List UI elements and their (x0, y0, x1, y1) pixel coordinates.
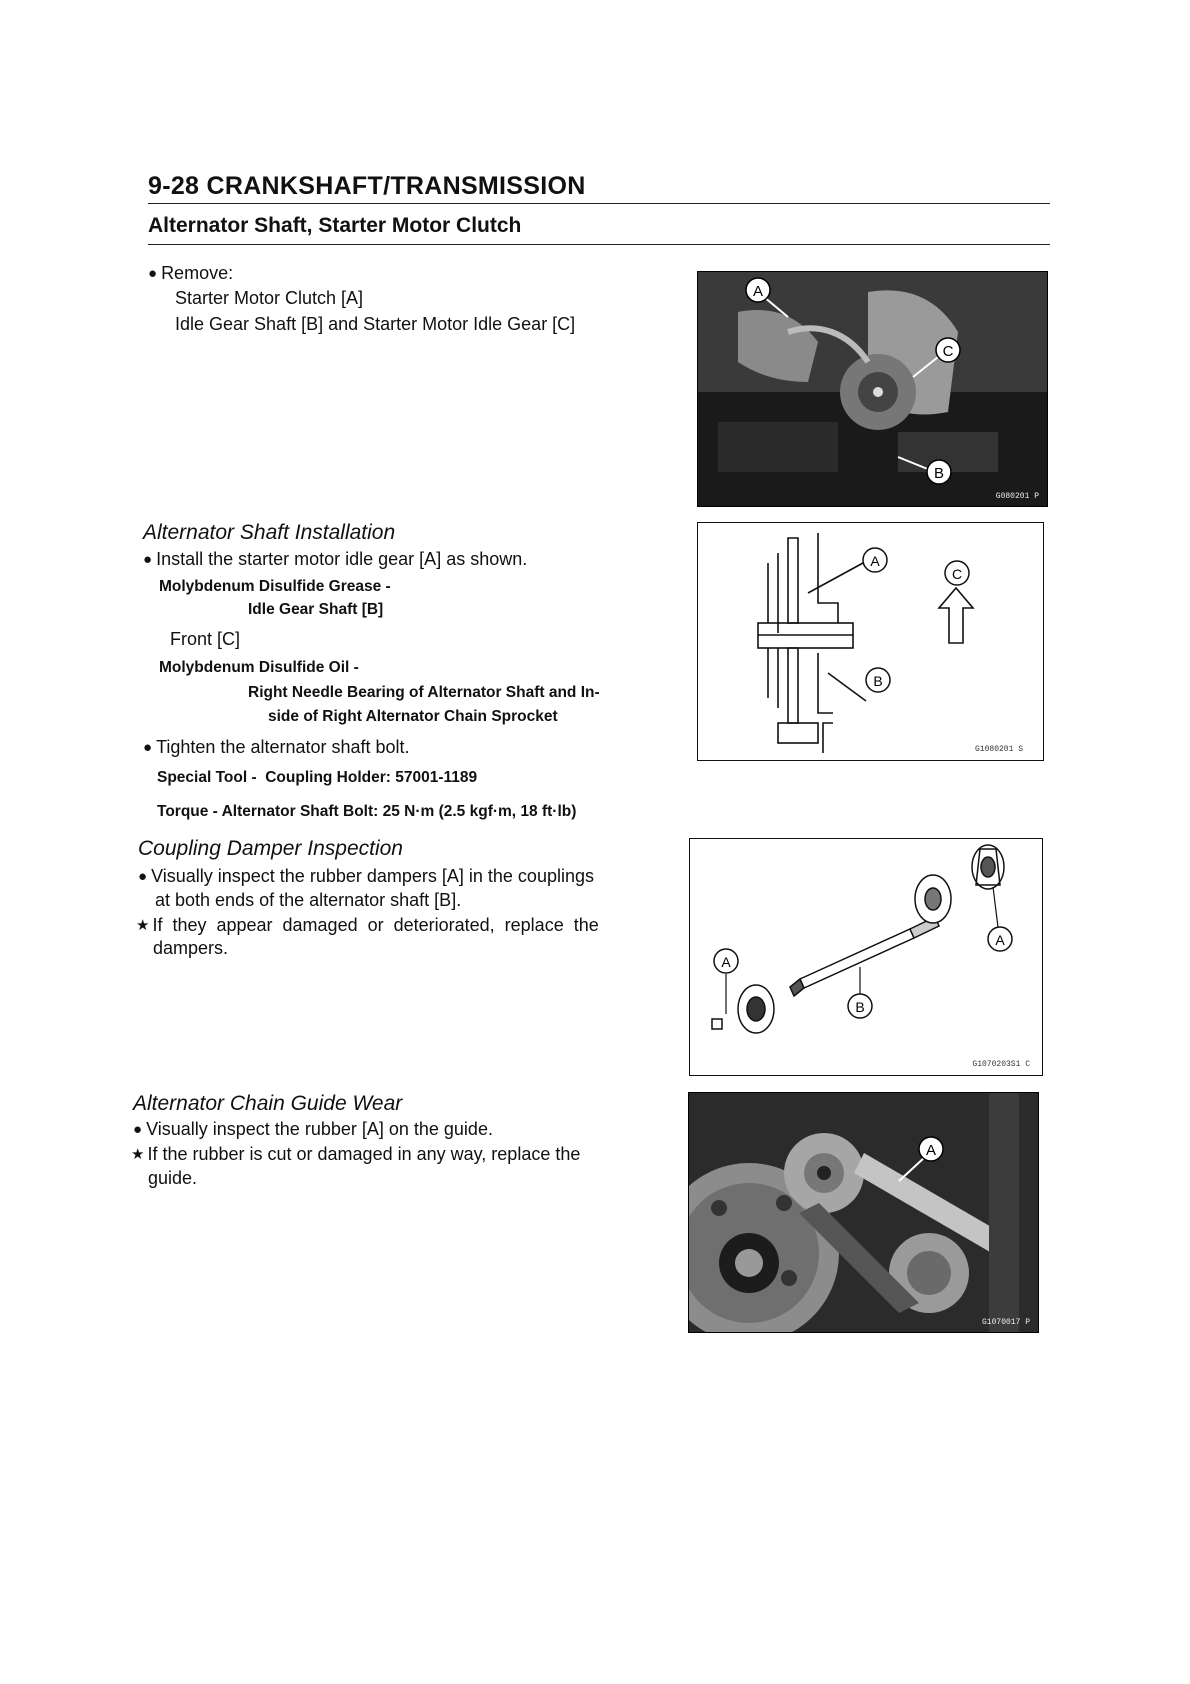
page-title: 9-28 CRANKSHAFT/TRANSMISSION (148, 172, 586, 200)
coupling-step-2-line-2: dampers. (153, 938, 229, 958)
grease-label: Molybdenum Disulfide Grease - (159, 578, 391, 595)
figure-3-label-a-right: A (995, 932, 1005, 948)
coupling-heading: Coupling Damper Inspection (138, 837, 403, 860)
chain-guide-step-1-text: Visually inspect the rubber [A] on the guide. (146, 1119, 493, 1139)
figure-1-callout-a (746, 278, 770, 302)
coupling-step-2-line-1: If they appear damaged or deteriorated, replace the (152, 915, 599, 935)
installation-step-1 (143, 548, 527, 572)
figure-2-diagram (697, 522, 1044, 761)
figure-1-label-b: B (933, 465, 945, 482)
oil-target-line-2: side of Right Alternator Chain Sprocket (268, 708, 558, 725)
chain-guide-step-1 (133, 1118, 493, 1142)
figure-1-label-a: A (752, 283, 764, 300)
header-rule-bottom (148, 244, 1050, 245)
remove-bullet-text: Remove: (161, 263, 234, 283)
chain-guide-step-2 (131, 1143, 580, 1167)
oil-target-line-1: Right Needle Bearing of Alternator Shaft and In- (248, 684, 600, 701)
figure-2-label-a: A (870, 553, 880, 569)
figure-1-callout-c (936, 338, 960, 362)
remove-item-1: Starter Motor Clutch [A] (175, 288, 364, 308)
figure-1-callout-b (927, 460, 951, 484)
chain-guide-step-2-line-2: guide. (148, 1168, 198, 1188)
figure-2-label-c: C (951, 566, 963, 582)
figure-4-label-a: A (925, 1142, 937, 1159)
figure-3-callout-b (848, 994, 872, 1018)
figure-4-callout-a (919, 1137, 943, 1161)
torque-spec: Torque - Alternator Shaft Bolt: 25 N·m (2.5 kgf·m, 18 ft·lb) (157, 803, 577, 820)
figure-4-code: G1070017 P (981, 1318, 1030, 1327)
figure-3-callout-a-right (988, 927, 1012, 951)
figure-3-diagram (689, 838, 1043, 1076)
figure-2-illustration (698, 523, 1043, 760)
figure-4-photo (688, 1092, 1039, 1333)
front-label: Front [C] (170, 629, 241, 649)
remove-bullet (148, 262, 233, 286)
installation-step-2 (143, 736, 410, 760)
figure-2-callout-b (866, 668, 890, 692)
installation-step-2-text: Tighten the alternator shaft bolt. (156, 737, 410, 757)
figure-1-label-c: C (942, 343, 954, 360)
coupling-step-1-line-2: at both ends of the alternator shaft [B]. (155, 890, 462, 910)
installation-step-1-text: Install the starter motor idle gear [A] as shown. (156, 549, 528, 569)
special-tool: Special Tool - Coupling Holder: 57001-1189 (157, 769, 478, 786)
figure-1-photo (697, 271, 1048, 507)
remove-item-2: Idle Gear Shaft [B] and Starter Motor Idle Gear [C] (175, 314, 576, 334)
oil-label: Molybdenum Disulfide Oil - (159, 659, 359, 676)
figure-3-label-b: B (855, 999, 865, 1015)
grease-target: Idle Gear Shaft [B] (248, 601, 384, 618)
figure-2-callout-a (863, 548, 887, 572)
installation-heading: Alternator Shaft Installation (143, 521, 396, 544)
figure-1-code: G080201 P (995, 492, 1039, 501)
figure-3-label-a-left: A (721, 954, 731, 970)
figure-2-label-b: B (873, 673, 883, 689)
coupling-step-1 (138, 865, 594, 889)
section-title: Alternator Shaft, Starter Motor Clutch (148, 214, 522, 237)
figure-2-callout-c (945, 561, 969, 585)
header-rule-top (148, 203, 1050, 204)
figure-1-illustration (698, 272, 1047, 506)
coupling-step-1-line-1: Visually inspect the rubber dampers [A] in the couplings (151, 866, 594, 886)
figure-2-code: G1080201 S (974, 745, 1023, 754)
figure-4-illustration (689, 1093, 1038, 1332)
chain-guide-step-2-line-1: If the rubber is cut or damaged in any way, replace the (147, 1144, 581, 1164)
coupling-step-2 (136, 914, 599, 938)
figure-3-callout-a-left (714, 949, 738, 973)
figure-3-illustration (690, 839, 1042, 1075)
chain-guide-heading: Alternator Chain Guide Wear (133, 1092, 403, 1115)
figure-3-code: G1070203S1 C (972, 1060, 1030, 1069)
